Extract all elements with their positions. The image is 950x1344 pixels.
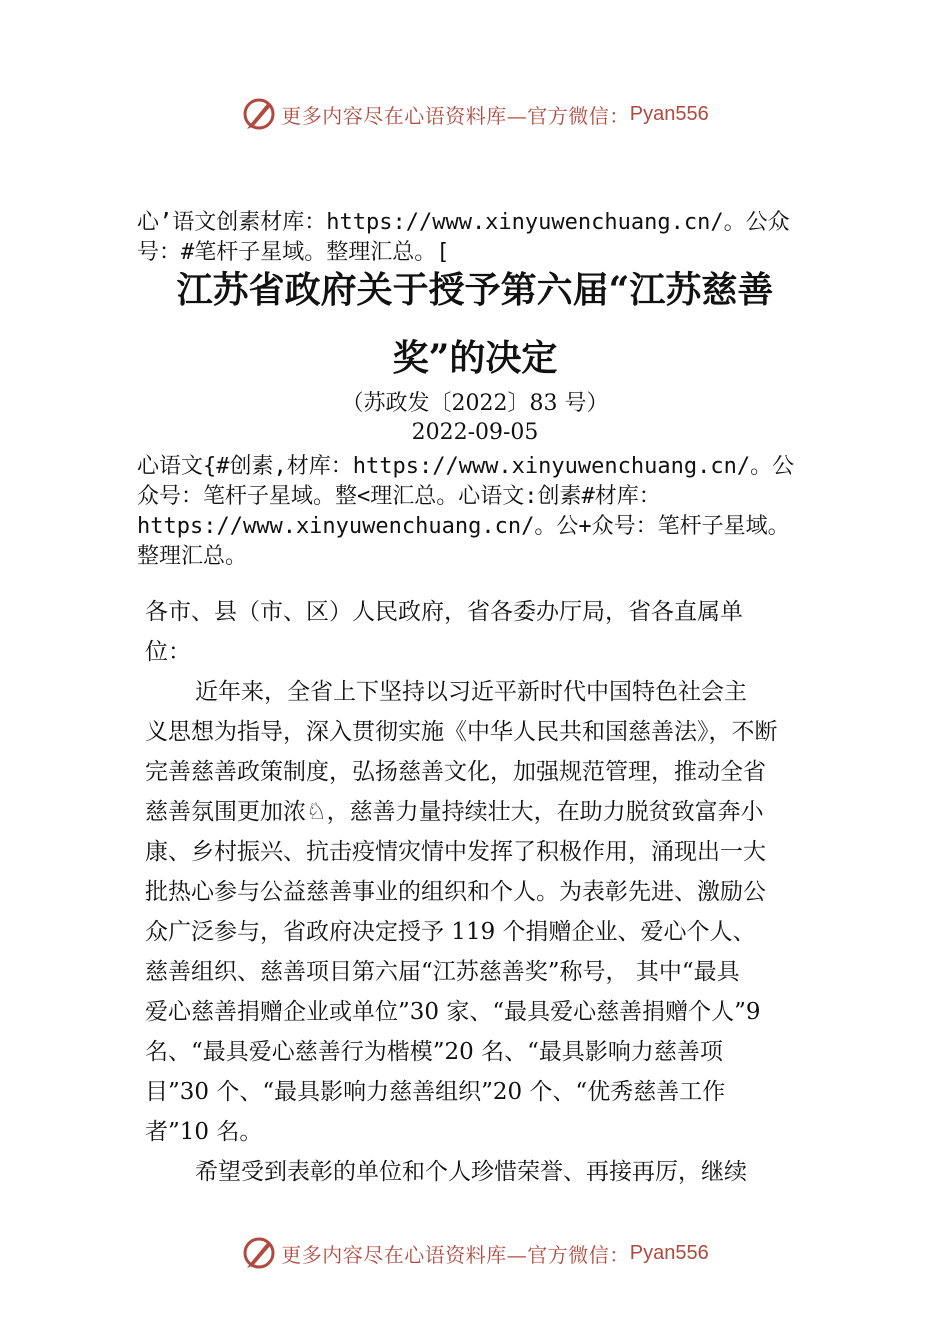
salutation	[145, 592, 825, 672]
source-note-line: 号：#笔杆子星域。整理汇总。[	[137, 240, 450, 265]
paragraph-line: 慈善氛围更加浓♘，慈善力量持续壮大，在助力脱贫致富奔小	[145, 799, 764, 825]
document-title-line-2: 奖”的决定	[392, 337, 558, 379]
banner-wechat-id: Pyan556	[629, 102, 709, 125]
paragraph-line: 批热心参与公益慈善事业的组织和个人。为表彰先进、激励公	[145, 879, 766, 905]
pen-circle-logo-icon	[241, 1235, 277, 1271]
paragraph-2	[145, 1152, 825, 1192]
document-date: 2022-09-05	[411, 420, 539, 445]
document-title-line-1: 江苏省政府关于授予第六届“江苏慈善	[176, 269, 774, 311]
paragraph-line: 完善慈善政策制度，弘扬慈善文化，加强规范管理，推动全省	[145, 759, 766, 785]
footer-banner	[0, 1233, 950, 1273]
paragraph-line: 近年来，全省上下坚持以习近平新时代中国特色社会主	[195, 679, 747, 705]
source-note-top	[137, 208, 827, 268]
banner-text: 更多内容尽在心语资料库—官方微信：	[281, 103, 630, 128]
document-number: （苏政发〔2022〕83 号）	[341, 391, 609, 416]
source-note-line: https://www.xinyuwenchuang.cn/。公+众号：笔杆子星域。	[137, 514, 790, 539]
source-note-middle	[137, 452, 827, 572]
paragraph-line: 众广泛参与，省政府决定授予 119 个捐赠企业、爱心个人、	[145, 919, 756, 945]
banner-text: 更多内容尽在心语资料库—官方微信：	[281, 1242, 630, 1267]
pen-circle-logo-icon	[241, 96, 277, 132]
source-note-line: 众号：笔杆子星域。整<理汇总。心语文:创素#材库：	[137, 484, 661, 509]
paragraph-line: 目”30 个、“最具影响力慈善组织”20 个、“优秀慈善工作	[145, 1079, 726, 1105]
salutation-line: 位：	[145, 639, 191, 665]
paragraph-line: 康、乡村振兴、抗击疫情灾情中发挥了积极作用，涌现出一大	[145, 839, 766, 865]
source-note-line: 整理汇总。	[137, 544, 248, 569]
paragraph-line: 希望受到表彰的单位和个人珍惜荣誉、再接再厉，继续	[195, 1159, 747, 1185]
paragraph-line: 者”10 名。	[145, 1119, 263, 1145]
source-note-line: 心’语文创素材库：https://www.xinyuwenchuang.cn/。公众	[137, 210, 790, 235]
paragraph-line: 爱心慈善捐赠企业或单位”30 家、“最具爱心慈善捐赠个人”9	[145, 999, 761, 1025]
paragraph-line: 慈善组织、慈善项目第六届“江苏慈善奖”称号， 其中“最具	[145, 959, 740, 985]
salutation-line: 各市、县（市、区）人民政府，省各委办厅局，省各直属单	[145, 599, 743, 625]
paragraph-line: 义思想为指导，深入贯彻实施《中华人民共和国慈善法》，不断	[145, 719, 778, 745]
source-note-line: 心语文{#创素,材库：https://www.xinyuwenchuang.cn/。公	[137, 454, 795, 479]
paragraph-line: 名、“最具爱心慈善行为楷模”20 名、“最具影响力慈善项	[145, 1039, 723, 1065]
header-banner	[0, 94, 950, 134]
paragraph-1	[145, 672, 825, 1152]
banner-wechat-id: Pyan556	[629, 1241, 709, 1264]
